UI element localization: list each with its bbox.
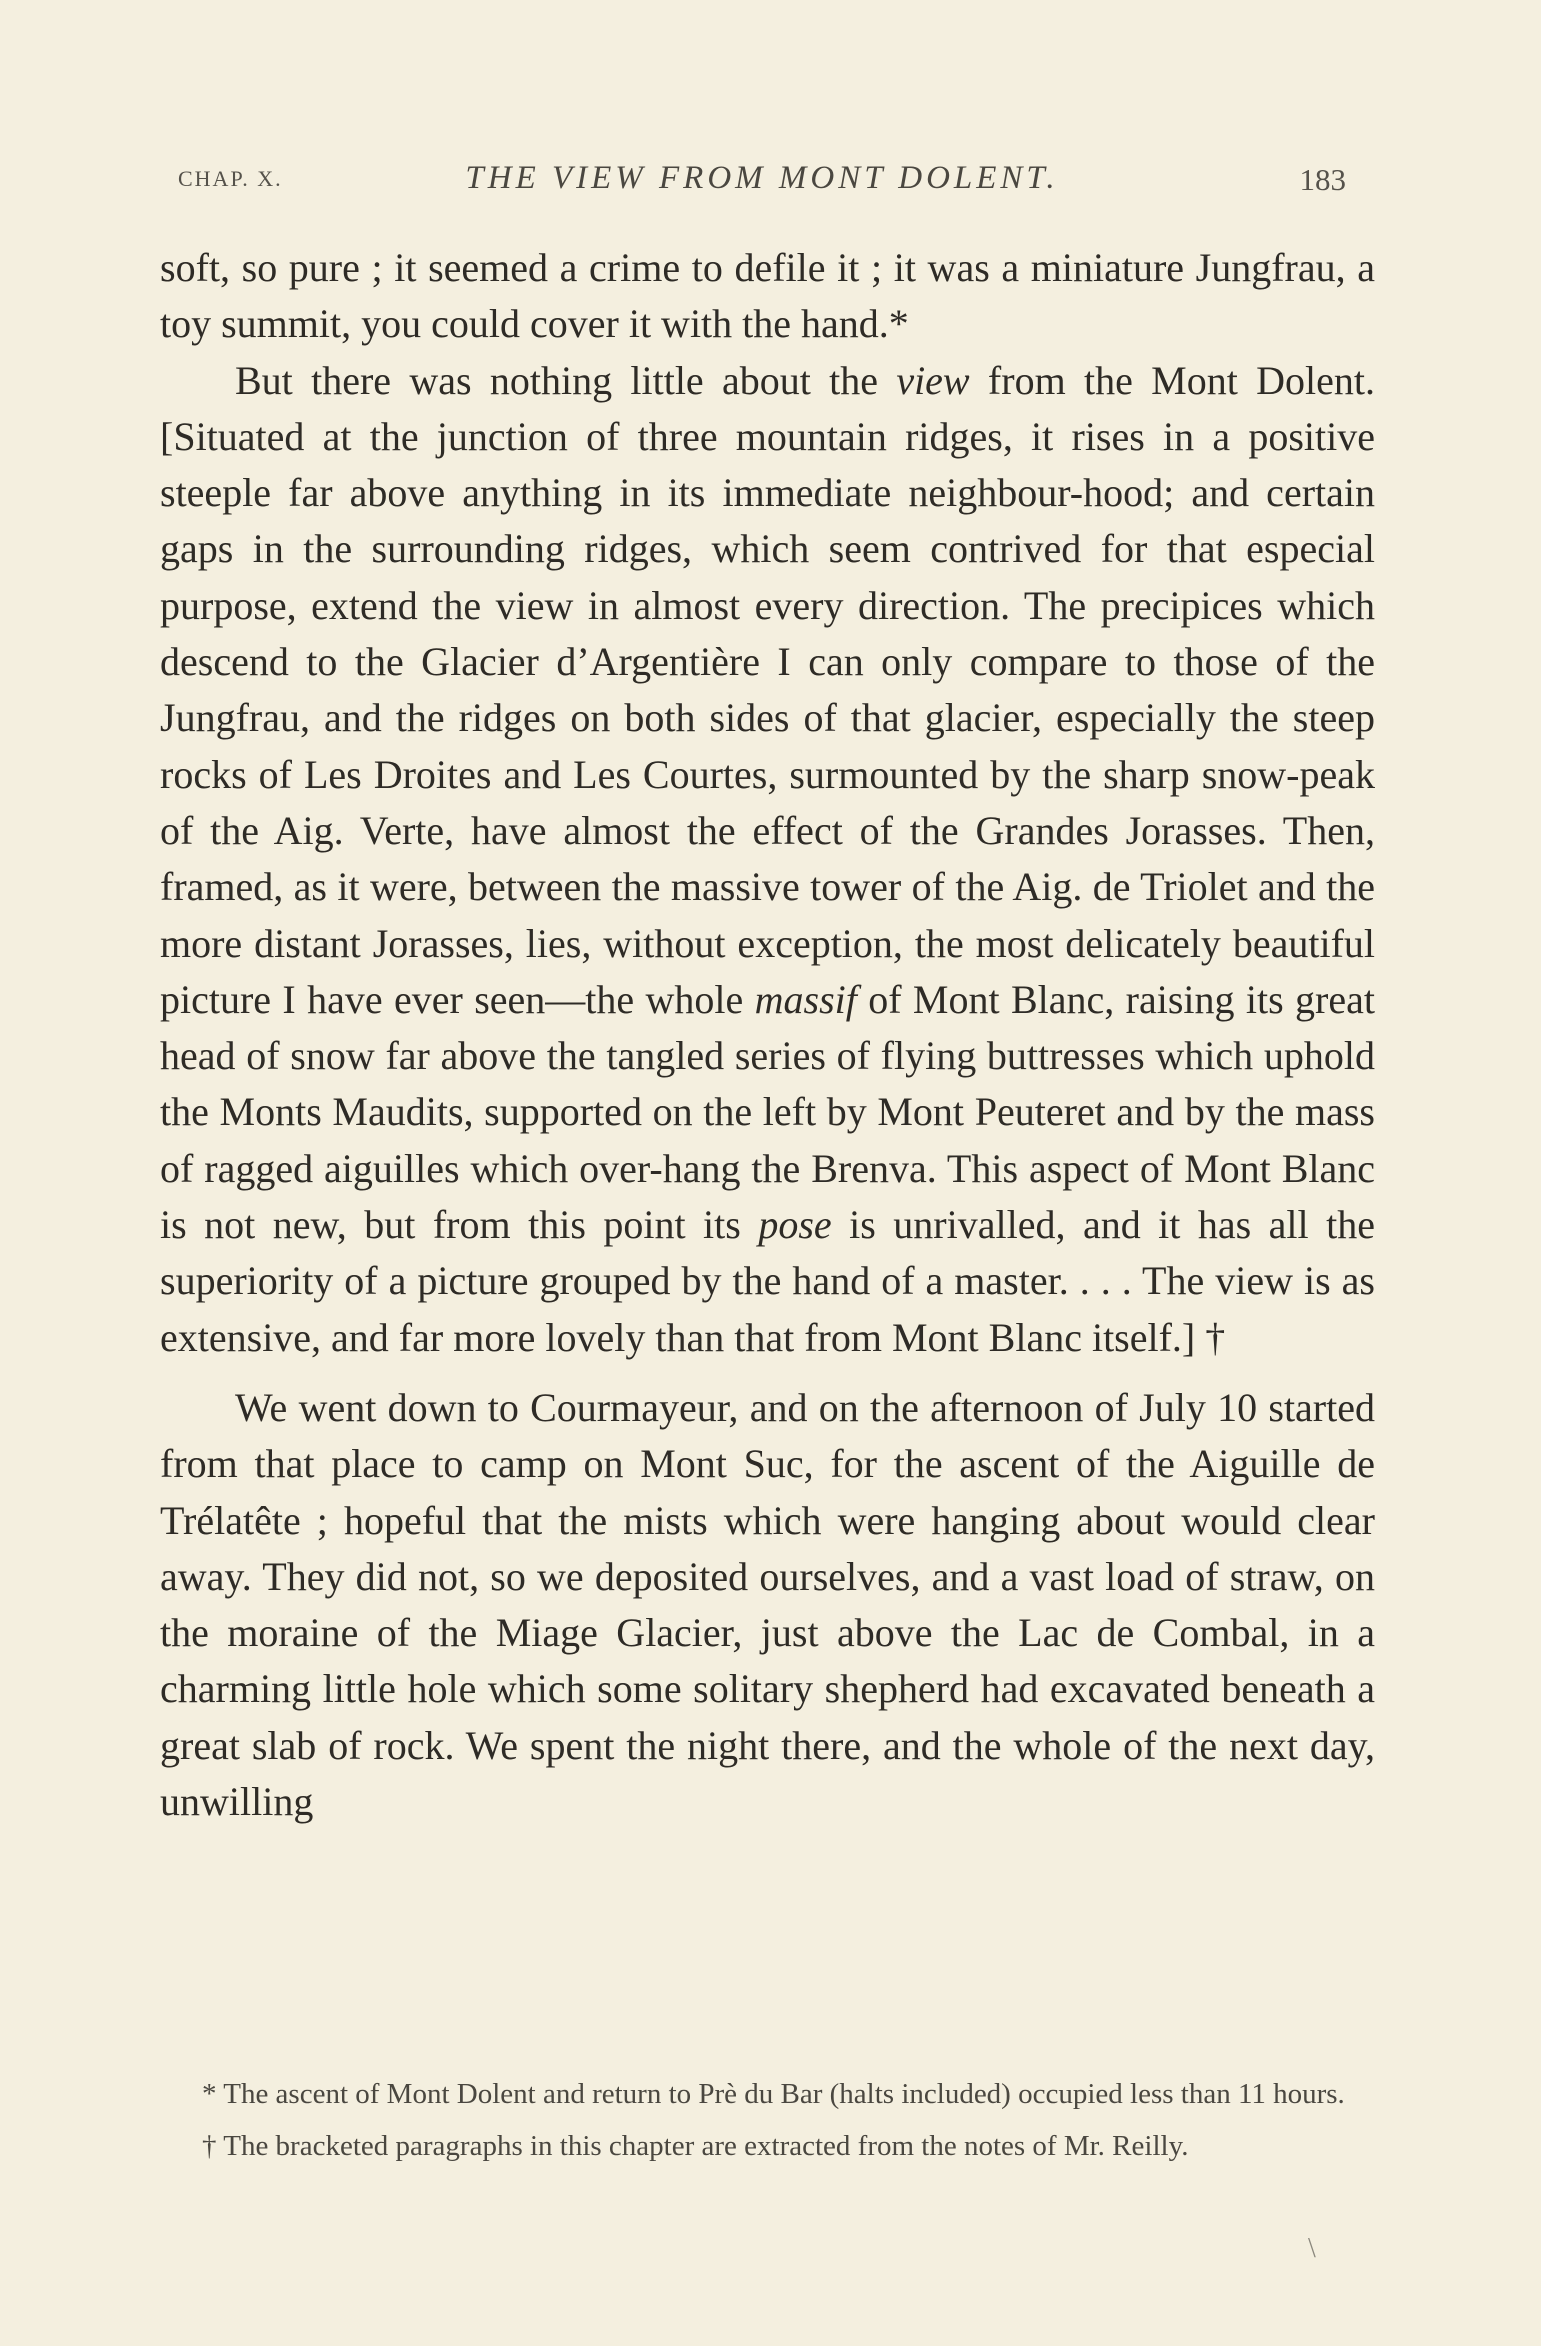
running-header bbox=[178, 160, 1346, 210]
emphasis-pose: pose bbox=[758, 1202, 832, 1248]
footnote-dagger: † The bracketed paragraphs in this chapter are extracted from the notes of Mr. Reilly. bbox=[202, 2130, 1189, 2162]
paragraph-mont-dolent-view bbox=[160, 353, 1375, 1366]
stray-mark: \ bbox=[1308, 2233, 1316, 2264]
body-text bbox=[160, 240, 1375, 1830]
footnotes bbox=[160, 2073, 1375, 2177]
paragraph-continuation: soft, so pure ; it seemed a crime to defile it ; it was a miniature Jungfrau, a toy summit, you could cover it with the hand.* bbox=[160, 245, 1375, 347]
text-run: is unrivalled, and it has all the superiority of a picture grouped by the hand of a master. . . . The view is as extensive, and far more lovely than that from Mont Blanc itself.] † bbox=[160, 1202, 1376, 1360]
emphasis-massif: massif bbox=[754, 976, 857, 1022]
emphasis-view: view bbox=[896, 357, 970, 403]
running-title: THE VIEW FROM MONT DOLENT. bbox=[465, 160, 1059, 196]
paragraph-courmayeur: We went down to Courmayeur, and on the afternoon of July 10 started from that place to camp on Mont Suc, for the ascent of the Aiguille de Trélatête ; hopeful that the mists which were hanging about would clear away. They did not, so we deposited ourselves, and a vast load of straw, on the moraine of the Miage Glacier, just above the Lac de Combal, in a charming little hole which some solitary shepherd had excavated beneath a great slab of rock. We spent the night there, and the whole of the next day, unwilling bbox=[160, 1384, 1375, 1825]
footnote-asterisk: * The ascent of Mont Dolent and return to Prè du Bar (halts included) occupied less than 11 hours. bbox=[202, 2078, 1345, 2110]
text-run: from the Mont Dolent. [Situated at the junction of three mountain ridges, it rises in a positive steeple far above anything in its immediate neighbour-hood; and certain gaps in the surrounding ridges, which seem contrived for that especial purpose, extend the view in almost every direction. The precipices which descend to the Glacier d’Argentière I can only compare to those of the Jungfrau, and the ridges on both sides of that glacier, especially the steep rocks of Les Droites and Les Courtes, surmounted by the sharp snow-peak of the Aig. Verte, have almost the effect of the Grandes Jorasses. Then, framed, as it were, between the massive tower of the Aig. de Triolet and the more distant Jorasses, lies, without exception, the most delicately beautiful picture I have ever seen—the whole bbox=[160, 357, 1375, 1022]
page-number: 183 bbox=[1299, 162, 1346, 197]
text-run: But there was nothing little about the bbox=[235, 357, 897, 403]
chapter-label: CHAP. X. bbox=[178, 166, 283, 191]
text-run: of Mont Blanc, raising its great head of snow far above the tangled series of flying buttresses which uphold the Monts Maudits, supported on the left by Mont Peuteret and by the mass of ragged aiguilles which over-hang the Brenva. This aspect of Mont Blanc is not new, but from this point its bbox=[160, 976, 1375, 1248]
